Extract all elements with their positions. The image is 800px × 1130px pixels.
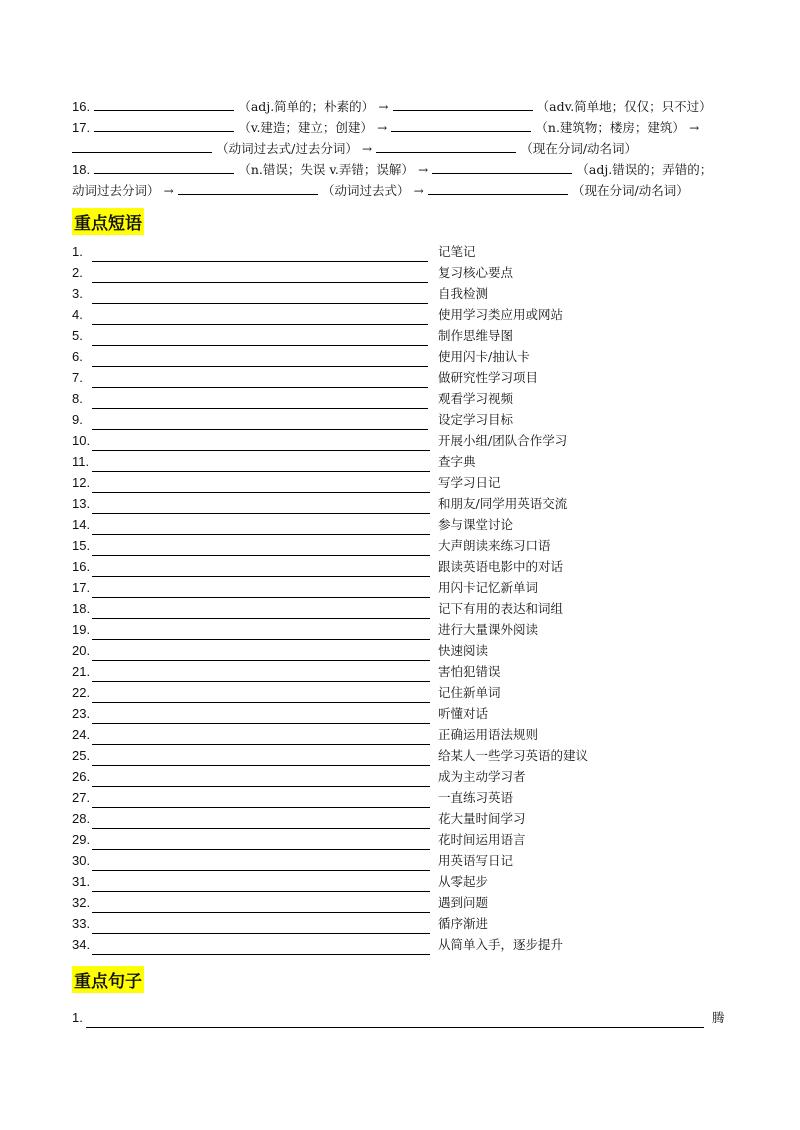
item-number: 20. (72, 643, 91, 658)
item-number: 7. (72, 370, 83, 385)
answer-blank[interactable] (92, 415, 428, 430)
phrase-item (72, 871, 732, 892)
phrase-item (72, 346, 732, 367)
answer-blank[interactable] (92, 814, 430, 829)
phrase-item (72, 703, 732, 724)
phrase-chinese: 开展小组/团队合作学习 (438, 433, 568, 448)
answer-blank[interactable] (92, 604, 430, 619)
phrase-item (72, 829, 732, 850)
answer-blank[interactable] (428, 180, 568, 195)
phrase-chinese: 记住新单词 (438, 685, 501, 700)
answer-blank[interactable] (92, 940, 430, 955)
phrase-item (72, 283, 732, 304)
phrase-chinese: 跟读英语电影中的对话 (438, 559, 564, 574)
word-hint: （adj.简单的；朴素的） (238, 99, 375, 114)
word-item-17-cont (72, 138, 732, 159)
phrase-chinese: 一直练习英语 (438, 790, 514, 805)
item-number: 5. (72, 328, 83, 343)
item-number: 2. (72, 265, 83, 280)
word-hint: （现在分词/动名词） (520, 141, 638, 156)
word-hint: （现在分词/动名词） (572, 183, 689, 198)
phrase-chinese: 从零起步 (438, 874, 489, 889)
phrase-item (72, 850, 732, 871)
word-hint: （动词过去式） (322, 183, 410, 198)
phrase-item (72, 640, 732, 661)
phrase-chinese: 花时间运用语言 (438, 832, 526, 847)
answer-blank[interactable] (393, 96, 533, 111)
phrase-item (72, 535, 732, 556)
item-number: 18. (72, 162, 91, 177)
phrase-item (72, 892, 732, 913)
answer-blank[interactable] (92, 919, 430, 934)
item-number: 21. (72, 664, 91, 679)
answer-blank[interactable] (92, 520, 430, 535)
phrase-chinese: 听懂对话 (438, 706, 489, 721)
phrase-chinese: 使用学习类应用或网站 (438, 307, 564, 322)
answer-blank[interactable] (92, 289, 428, 304)
item-number: 17. (72, 120, 91, 135)
word-hint: 动词过去分词） (72, 183, 160, 198)
answer-blank[interactable] (94, 159, 234, 174)
word-hint: （n.建筑物；楼房；建筑） (535, 120, 685, 135)
item-number: 13. (72, 496, 91, 511)
phrase-item (72, 598, 732, 619)
answer-blank[interactable] (92, 751, 430, 766)
answer-blank[interactable] (92, 898, 430, 913)
answer-blank[interactable] (92, 793, 430, 808)
phrase-chinese: 记笔记 (438, 244, 476, 259)
section-title: 重点短语 (72, 208, 144, 235)
arrow-icon: → (163, 184, 174, 198)
answer-blank[interactable] (376, 138, 516, 153)
phrase-chinese: 和朋友/同学用英语交流 (438, 496, 568, 511)
item-number: 26. (72, 769, 91, 784)
answer-blank[interactable] (92, 541, 430, 556)
word-hint: （动词过去式/过去分词） (216, 141, 358, 156)
answer-blank[interactable] (92, 310, 428, 325)
answer-blank[interactable] (92, 709, 430, 724)
answer-blank[interactable] (92, 247, 428, 262)
answer-blank[interactable] (92, 730, 430, 745)
answer-blank[interactable] (178, 180, 318, 195)
phrase-item (72, 745, 732, 766)
sentence-item (72, 1007, 732, 1028)
item-number: 3. (72, 286, 83, 301)
arrow-icon: → (378, 100, 389, 114)
item-number: 16. (72, 99, 91, 114)
item-number: 24. (72, 727, 91, 742)
answer-blank[interactable] (72, 138, 212, 153)
item-number: 6. (72, 349, 83, 364)
item-number: 31. (72, 874, 91, 889)
word-hint: （adj.错误的；弄错的； (576, 162, 713, 177)
arrow-icon: → (377, 121, 388, 135)
answer-blank[interactable] (92, 499, 430, 514)
item-number: 9. (72, 412, 83, 427)
phrase-chinese: 从简单入手，逐步提升 (438, 937, 564, 952)
item-number: 11. (72, 454, 90, 469)
phrase-item (72, 430, 732, 451)
phrase-item (72, 913, 732, 934)
item-number: 30. (72, 853, 91, 868)
phrase-chinese: 参与课堂讨论 (438, 517, 514, 532)
section-title: 重点句子 (72, 966, 144, 993)
word-item-17 (72, 117, 732, 138)
answer-blank[interactable] (92, 646, 430, 661)
phrase-item (72, 661, 732, 682)
phrase-list (72, 241, 732, 955)
answer-blank[interactable] (92, 583, 430, 598)
phrase-chinese: 遇到问题 (438, 895, 489, 910)
word-item-16 (72, 96, 732, 117)
sentence-chinese: 腾 (712, 1010, 725, 1025)
phrase-item (72, 577, 732, 598)
answer-blank[interactable] (92, 373, 428, 388)
answer-blank[interactable] (432, 159, 572, 174)
worksheet (72, 96, 732, 1028)
item-number: 22. (72, 685, 91, 700)
phrase-chinese: 做研究性学习项目 (438, 370, 539, 385)
arrow-icon: → (689, 121, 700, 135)
item-number: 32. (72, 895, 91, 910)
answer-blank[interactable] (391, 117, 531, 132)
item-number: 34. (72, 937, 91, 952)
phrase-item (72, 367, 732, 388)
phrase-chinese: 正确运用语法规则 (438, 727, 539, 742)
phrase-chinese: 用闪卡记忆新单词 (438, 580, 539, 595)
item-number: 15. (72, 538, 91, 553)
phrase-item (72, 682, 732, 703)
phrase-item (72, 409, 732, 430)
answer-blank[interactable] (92, 394, 428, 409)
answer-blank[interactable] (92, 667, 430, 682)
item-number: 4. (72, 307, 83, 322)
phrase-chinese: 使用闪卡/抽认卡 (438, 349, 530, 364)
arrow-icon: → (362, 142, 373, 156)
answer-blank[interactable] (92, 268, 428, 283)
item-number: 12. (72, 475, 91, 490)
phrase-chinese: 设定学习目标 (438, 412, 514, 427)
phrase-item (72, 514, 732, 535)
answer-blank[interactable] (92, 478, 430, 493)
answer-blank[interactable] (92, 625, 430, 640)
phrase-item (72, 808, 732, 829)
answer-blank[interactable] (92, 436, 430, 451)
phrase-item (72, 451, 732, 472)
item-number: 14. (72, 517, 91, 532)
phrase-item (72, 619, 732, 640)
phrase-chinese: 制作思维导图 (438, 328, 514, 343)
phrase-item (72, 556, 732, 577)
answer-blank[interactable] (92, 331, 428, 346)
phrase-item (72, 241, 732, 262)
answer-blank[interactable] (92, 352, 428, 367)
item-number: 1. (72, 1010, 83, 1025)
word-hint: （n.错误；失误 v.弄错；误解） (238, 162, 414, 177)
answer-blank[interactable] (92, 856, 430, 871)
phrase-chinese: 写学习日记 (438, 475, 501, 490)
phrase-chinese: 用英语写日记 (438, 853, 514, 868)
phrase-chinese: 给某人一些学习英语的建议 (438, 748, 589, 763)
phrase-chinese: 循序渐进 (438, 916, 489, 931)
section-header-sentences (72, 959, 732, 999)
word-hint: （adv.简单地；仅仅；只不过） (536, 99, 712, 114)
answer-blank[interactable] (92, 835, 430, 850)
phrase-chinese: 成为主动学习者 (438, 769, 526, 784)
phrase-chinese: 观看学习视频 (438, 391, 514, 406)
sentence-list (72, 1007, 732, 1028)
phrase-item (72, 766, 732, 787)
phrase-item (72, 262, 732, 283)
word-item-18 (72, 159, 732, 180)
answer-blank[interactable] (94, 117, 234, 132)
phrase-item (72, 325, 732, 346)
arrow-icon: → (413, 184, 424, 198)
phrase-item (72, 388, 732, 409)
item-number: 10. (72, 433, 91, 448)
item-number: 16. (72, 559, 91, 574)
item-number: 28. (72, 811, 91, 826)
item-number: 33. (72, 916, 91, 931)
phrase-item (72, 724, 732, 745)
answer-blank[interactable] (94, 96, 234, 111)
item-number: 25. (72, 748, 91, 763)
phrase-chinese: 花大量时间学习 (438, 811, 526, 826)
phrase-chinese: 查字典 (438, 454, 476, 469)
item-number: 27. (72, 790, 91, 805)
item-number: 18. (72, 601, 91, 616)
answer-blank[interactable] (92, 772, 430, 787)
answer-blank[interactable] (92, 877, 430, 892)
phrase-chinese: 进行大量课外阅读 (438, 622, 539, 637)
answer-blank[interactable] (92, 562, 430, 577)
phrase-item (72, 493, 732, 514)
phrase-chinese: 大声朗读来练习口语 (438, 538, 551, 553)
word-hint: （v.建造；建立；创建） (238, 120, 373, 135)
phrase-item (72, 934, 732, 955)
phrase-chinese: 害怕犯错误 (438, 664, 501, 679)
phrase-chinese: 复习核心要点 (438, 265, 514, 280)
phrase-item (72, 787, 732, 808)
item-number: 1. (72, 244, 83, 259)
phrase-chinese: 快速阅读 (438, 643, 489, 658)
answer-blank[interactable] (92, 457, 430, 472)
arrow-icon: → (418, 163, 429, 177)
item-number: 19. (72, 622, 91, 637)
item-number: 29. (72, 832, 91, 847)
word-item-18-cont (72, 180, 732, 201)
item-number: 17. (72, 580, 91, 595)
item-number: 8. (72, 391, 83, 406)
phrase-chinese: 自我检测 (438, 286, 489, 301)
phrase-item (72, 472, 732, 493)
phrase-chinese: 记下有用的表达和词组 (438, 601, 564, 616)
item-number: 23. (72, 706, 91, 721)
answer-blank[interactable] (86, 1013, 704, 1028)
answer-blank[interactable] (92, 688, 430, 703)
section-header-phrases (72, 201, 732, 241)
phrase-item (72, 304, 732, 325)
